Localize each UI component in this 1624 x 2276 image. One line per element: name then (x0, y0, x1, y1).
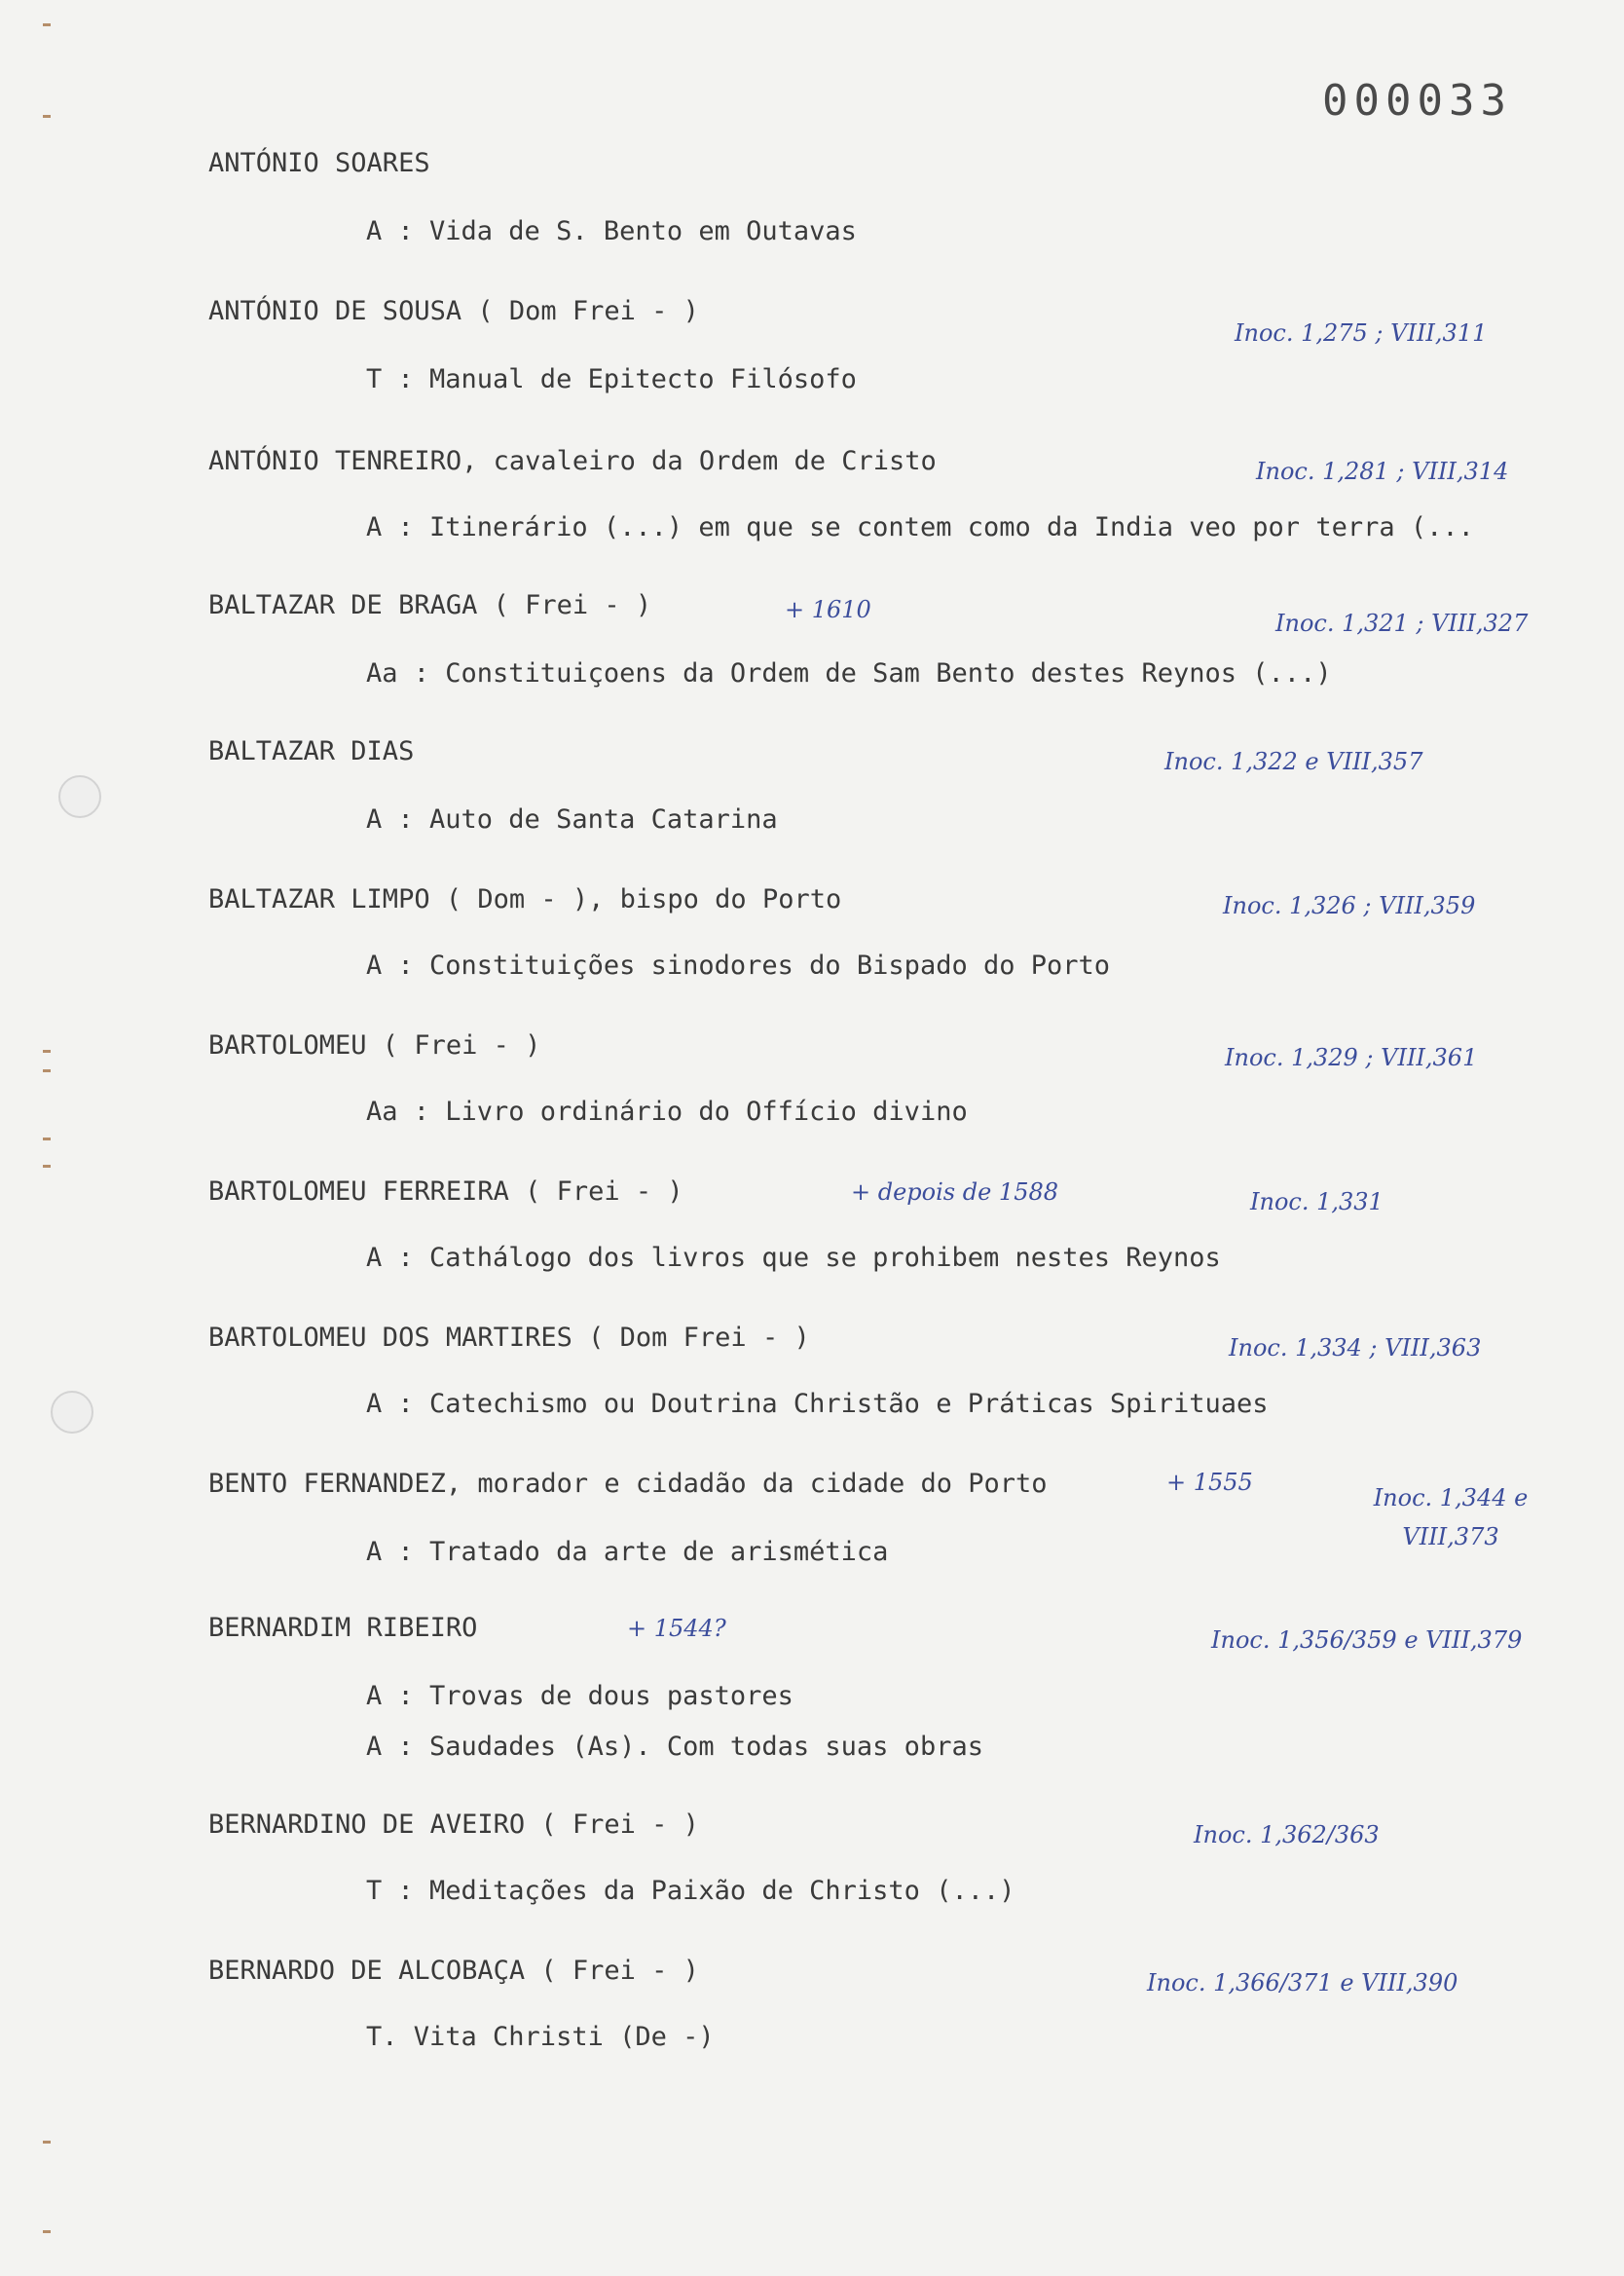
author-name: BENTO FERNANDEZ, morador e cidadão da cidade do Porto (208, 1469, 1048, 1499)
work-title: Aa : Constituiçoens da Ordem de Sam Bento destes Reynos (...) (366, 658, 1332, 689)
margin-mark (43, 2230, 51, 2233)
margin-mark (43, 2141, 51, 2144)
author-name: BERNARDIM RIBEIRO (208, 1613, 478, 1643)
handwritten-reference: Inoc. 1,362/363 (1194, 1821, 1380, 1848)
handwritten-reference: Inoc. 1,366/371 e VIII,390 (1147, 1969, 1458, 1996)
work-title: A : Catechismo ou Doutrina Christão e Práticas Spirituaes (366, 1389, 1269, 1419)
margin-mark (43, 1138, 51, 1140)
margin-mark (43, 115, 51, 118)
work-title: Aa : Livro ordinário do Offício divino (366, 1097, 968, 1127)
handwritten-reference: Inoc. 1,334 ; VIII,363 (1229, 1334, 1482, 1362)
author-name: BALTAZAR DE BRAGA ( Frei - ) (208, 590, 652, 620)
handwritten-note: + depois de 1588 (851, 1178, 1059, 1206)
work-title: T : Manual de Epitecto Filósofo (366, 364, 857, 394)
page-number: 000033 (1322, 76, 1512, 126)
work-title: A : Cathálogo dos livros que se prohibem nestes Reynos (366, 1243, 1221, 1273)
handwritten-reference: Inoc. 1,326 ; VIII,359 (1223, 892, 1476, 919)
margin-mark (43, 1050, 51, 1053)
handwritten-note: + 1610 (785, 596, 871, 623)
work-title: A : Saudades (As). Com todas suas obras (366, 1732, 983, 1762)
handwritten-note: + 1544? (627, 1615, 726, 1642)
handwritten-reference: Inoc. 1,329 ; VIII,361 (1225, 1044, 1478, 1071)
author-name: BERNARDO DE ALCOBAÇA ( Frei - ) (208, 1956, 699, 1986)
work-title: A : Auto de Santa Catarina (366, 804, 778, 835)
work-title: A : Vida de S. Bento em Outavas (366, 216, 857, 246)
author-name: ANTÓNIO TENREIRO, cavaleiro da Ordem de Cristo (208, 446, 937, 476)
work-title: A : Tratado da arte de arismética (366, 1537, 889, 1567)
author-name: BALTAZAR LIMPO ( Dom - ), bispo do Porto (208, 884, 842, 914)
punch-hole (58, 775, 101, 818)
author-name: BERNARDINO DE AVEIRO ( Frei - ) (208, 1810, 699, 1840)
handwritten-reference: Inoc. 1,344 e VIII,373 (1373, 1484, 1529, 1550)
handwritten-note: + 1555 (1166, 1469, 1253, 1496)
author-name: BARTOLOMEU FERREIRA ( Frei - ) (208, 1176, 683, 1207)
author-name: ANTÓNIO SOARES (208, 148, 430, 178)
author-name: ANTÓNIO DE SOUSA ( Dom Frei - ) (208, 296, 699, 326)
punch-hole (51, 1391, 93, 1434)
handwritten-reference: Inoc. 1,281 ; VIII,314 (1256, 458, 1509, 485)
margin-mark (43, 1069, 51, 1072)
work-title: T. Vita Christi (De -) (366, 2022, 715, 2052)
handwritten-reference: Inoc. 1,331 (1250, 1188, 1384, 1215)
handwritten-reference: Inoc. 1,275 ; VIII,311 (1235, 319, 1488, 347)
work-title: T : Meditações da Paixão de Christo (...) (366, 1876, 1015, 1906)
margin-mark (43, 23, 51, 26)
work-title: A : Itinerário (...) em que se contem como da India veo por terra (... (366, 512, 1474, 542)
work-title: A : Constituições sinodores do Bispado do Porto (366, 951, 1111, 981)
work-title: A : Trovas de dous pastores (366, 1681, 794, 1711)
author-name: BARTOLOMEU ( Frei - ) (208, 1030, 541, 1061)
author-name: BALTAZAR DIAS (208, 736, 415, 766)
handwritten-reference: Inoc. 1,356/359 e VIII,379 (1211, 1626, 1523, 1654)
handwritten-reference: Inoc. 1,321 ; VIII,327 (1275, 610, 1529, 637)
handwritten-reference: Inoc. 1,322 e VIII,357 (1164, 748, 1423, 775)
margin-mark (43, 1165, 51, 1168)
author-name: BARTOLOMEU DOS MARTIRES ( Dom Frei - ) (208, 1323, 810, 1353)
